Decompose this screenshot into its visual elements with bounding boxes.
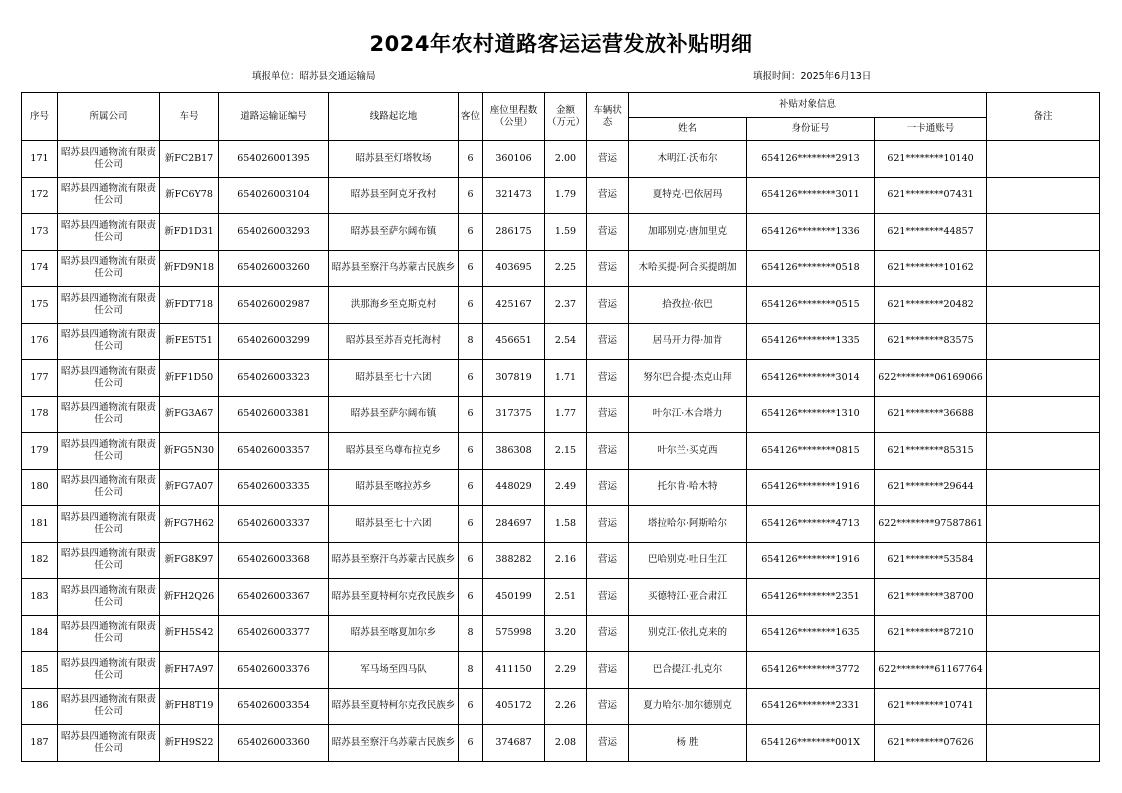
cell-plate: 新FD1D31: [160, 214, 219, 251]
cell-status: 营运: [587, 287, 629, 324]
cell-company: 昭苏县四通物流有限责任公司: [58, 396, 160, 433]
table-row: [22, 433, 1100, 470]
cell-name: 巴哈别克·吐日生江: [629, 542, 747, 579]
cell-status: 营运: [587, 469, 629, 506]
cell-seq: 180: [22, 469, 58, 506]
cell-permit: 654026003337: [219, 506, 329, 543]
cell-note: [987, 323, 1100, 360]
cell-seats: 6: [459, 250, 483, 287]
cell-plate: 新FF1D50: [160, 360, 219, 397]
cell-mileage: 284697: [483, 506, 545, 543]
cell-status: 营运: [587, 250, 629, 287]
cell-permit: 654026003260: [219, 250, 329, 287]
cell-name: 杨 胜: [629, 725, 747, 762]
cell-name: 托尔肯·哈木特: [629, 469, 747, 506]
cell-permit: 654026003299: [219, 323, 329, 360]
cell-seq: 179: [22, 433, 58, 470]
cell-status: 营运: [587, 177, 629, 214]
cell-id: 654126********0518: [747, 250, 875, 287]
cell-route: 昭苏县至察汗乌苏蒙古民族乡: [329, 725, 459, 762]
cell-status: 营运: [587, 323, 629, 360]
cell-status: 营运: [587, 433, 629, 470]
page-title: 2024年农村道路客运运营发放补贴明细: [369, 32, 753, 56]
header-seq: 序号: [22, 93, 58, 141]
cell-company: 昭苏县四通物流有限责任公司: [58, 542, 160, 579]
cell-seats: 8: [459, 323, 483, 360]
cell-status: 营运: [587, 214, 629, 251]
cell-card: 621********87210: [875, 615, 987, 652]
cell-card: 621********36688: [875, 396, 987, 433]
cell-plate: 新FDT718: [160, 287, 219, 324]
cell-amount: 2.08: [545, 725, 587, 762]
cell-status: 营运: [587, 652, 629, 689]
cell-seats: 8: [459, 615, 483, 652]
header-amount: 金额（万元）: [545, 93, 587, 141]
cell-mileage: 307819: [483, 360, 545, 397]
cell-amount: 1.79: [545, 177, 587, 214]
cell-route: 昭苏县至灯塔牧场: [329, 141, 459, 178]
cell-status: 营运: [587, 396, 629, 433]
cell-plate: 新FG7A07: [160, 469, 219, 506]
cell-seq: 175: [22, 287, 58, 324]
cell-route: 洪那海乡至克斯克村: [329, 287, 459, 324]
cell-company: 昭苏县四通物流有限责任公司: [58, 250, 160, 287]
cell-id: 654126********1336: [747, 214, 875, 251]
cell-permit: 654026003381: [219, 396, 329, 433]
cell-amount: 1.59: [545, 214, 587, 251]
cell-company: 昭苏县四通物流有限责任公司: [58, 506, 160, 543]
cell-route: 军马场至四马队: [329, 652, 459, 689]
cell-route: 昭苏县至喀拉苏乡: [329, 469, 459, 506]
cell-route: 昭苏县至夏特柯尔克孜民族乡: [329, 579, 459, 616]
cell-seats: 6: [459, 396, 483, 433]
cell-name: 别克江·依扎克来的: [629, 615, 747, 652]
header-seats: 客位: [459, 93, 483, 141]
cell-company: 昭苏县四通物流有限责任公司: [58, 141, 160, 178]
cell-note: [987, 542, 1100, 579]
cell-mileage: 388282: [483, 542, 545, 579]
cell-card: 621********83575: [875, 323, 987, 360]
cell-status: 营运: [587, 360, 629, 397]
cell-amount: 1.71: [545, 360, 587, 397]
header-card: 一卡通账号: [875, 118, 987, 141]
cell-plate: 新FH7A97: [160, 652, 219, 689]
header-subsidy-group: 补贴对象信息: [629, 93, 987, 118]
cell-route: 昭苏县至夏特柯尔克孜民族乡: [329, 688, 459, 725]
cell-card: 621********20482: [875, 287, 987, 324]
cell-id: 654126********0815: [747, 433, 875, 470]
cell-id: 654126********1310: [747, 396, 875, 433]
cell-amount: 1.58: [545, 506, 587, 543]
cell-card: 622********97587861: [875, 506, 987, 543]
cell-seats: 6: [459, 287, 483, 324]
cell-note: [987, 396, 1100, 433]
cell-note: [987, 141, 1100, 178]
cell-id: 654126********1635: [747, 615, 875, 652]
cell-company: 昭苏县四通物流有限责任公司: [58, 579, 160, 616]
cell-card: 622********61167764: [875, 652, 987, 689]
cell-route: 昭苏县至察汗乌苏蒙古民族乡: [329, 250, 459, 287]
cell-company: 昭苏县四通物流有限责任公司: [58, 725, 160, 762]
header-company: 所属公司: [58, 93, 160, 141]
cell-permit: 654026003323: [219, 360, 329, 397]
cell-name: 叶尔江·木合塔力: [629, 396, 747, 433]
cell-plate: 新FH2Q26: [160, 579, 219, 616]
cell-status: 营运: [587, 615, 629, 652]
cell-note: [987, 688, 1100, 725]
cell-company: 昭苏县四通物流有限责任公司: [58, 688, 160, 725]
cell-route: 昭苏县至萨尔阔布镇: [329, 396, 459, 433]
cell-name: 塔拉哈尔·阿斯哈尔: [629, 506, 747, 543]
cell-seats: 6: [459, 688, 483, 725]
cell-amount: 2.49: [545, 469, 587, 506]
cell-seats: 6: [459, 579, 483, 616]
cell-company: 昭苏县四通物流有限责任公司: [58, 177, 160, 214]
cell-status: 营运: [587, 579, 629, 616]
cell-card: 621********10162: [875, 250, 987, 287]
table-row: [22, 287, 1100, 324]
cell-mileage: 425167: [483, 287, 545, 324]
table-row: [22, 579, 1100, 616]
cell-note: [987, 579, 1100, 616]
cell-route: 昭苏县至七十六团: [329, 506, 459, 543]
cell-permit: 654026003293: [219, 214, 329, 251]
cell-card: 621********53584: [875, 542, 987, 579]
cell-id: 654126********2913: [747, 141, 875, 178]
cell-seats: 6: [459, 433, 483, 470]
cell-name: 木哈买提·阿合买提朗加: [629, 250, 747, 287]
cell-name: 加耶别克·唐加里克: [629, 214, 747, 251]
cell-plate: 新FE5T51: [160, 323, 219, 360]
cell-route: 昭苏县至七十六团: [329, 360, 459, 397]
cell-company: 昭苏县四通物流有限责任公司: [58, 652, 160, 689]
cell-plate: 新FH5S42: [160, 615, 219, 652]
cell-id: 654126********1916: [747, 469, 875, 506]
cell-status: 营运: [587, 725, 629, 762]
table-row: [22, 469, 1100, 506]
subsidy-table: [21, 92, 1100, 762]
table-row: [22, 542, 1100, 579]
cell-company: 昭苏县四通物流有限责任公司: [58, 323, 160, 360]
cell-seats: 6: [459, 469, 483, 506]
cell-mileage: 374687: [483, 725, 545, 762]
cell-company: 昭苏县四通物流有限责任公司: [58, 214, 160, 251]
cell-seq: 187: [22, 725, 58, 762]
cell-permit: 654026003357: [219, 433, 329, 470]
table-row: [22, 506, 1100, 543]
cell-seq: 174: [22, 250, 58, 287]
cell-mileage: 456651: [483, 323, 545, 360]
cell-permit: 654026003104: [219, 177, 329, 214]
table-row: [22, 141, 1100, 178]
cell-seats: 6: [459, 177, 483, 214]
table-row: [22, 360, 1100, 397]
cell-seq: 184: [22, 615, 58, 652]
cell-amount: 2.25: [545, 250, 587, 287]
cell-company: 昭苏县四通物流有限责任公司: [58, 469, 160, 506]
header-note: 备注: [987, 93, 1100, 141]
table-row: [22, 214, 1100, 251]
cell-seq: 183: [22, 579, 58, 616]
cell-card: 621********07431: [875, 177, 987, 214]
cell-amount: 3.20: [545, 615, 587, 652]
cell-seq: 171: [22, 141, 58, 178]
cell-card: 621********44857: [875, 214, 987, 251]
reporting-date: 填报时间：2025年6月13日: [753, 71, 872, 82]
cell-card: 621********07626: [875, 725, 987, 762]
header-id: 身份证号: [747, 118, 875, 141]
cell-permit: 654026003367: [219, 579, 329, 616]
cell-note: [987, 287, 1100, 324]
cell-name: 努尔巴合提·杰克山拜: [629, 360, 747, 397]
cell-mileage: 321473: [483, 177, 545, 214]
cell-permit: 654026002987: [219, 287, 329, 324]
cell-seq: 173: [22, 214, 58, 251]
cell-route: 昭苏县至苏吾克托海村: [329, 323, 459, 360]
table-row: [22, 250, 1100, 287]
cell-card: 621********10741: [875, 688, 987, 725]
cell-seq: 177: [22, 360, 58, 397]
cell-note: [987, 433, 1100, 470]
header-plate: 车号: [160, 93, 219, 141]
table-body: [22, 141, 1100, 762]
header-status: 车辆状态: [587, 93, 629, 141]
cell-mileage: 360106: [483, 141, 545, 178]
cell-mileage: 411150: [483, 652, 545, 689]
table-row: [22, 652, 1100, 689]
cell-company: 昭苏县四通物流有限责任公司: [58, 433, 160, 470]
cell-card: 621********10140: [875, 141, 987, 178]
cell-company: 昭苏县四通物流有限责任公司: [58, 615, 160, 652]
cell-plate: 新FH9S22: [160, 725, 219, 762]
cell-card: 621********85315: [875, 433, 987, 470]
cell-seq: 186: [22, 688, 58, 725]
cell-id: 654126********2351: [747, 579, 875, 616]
cell-seq: 178: [22, 396, 58, 433]
cell-name: 居马开力得·加肯: [629, 323, 747, 360]
cell-permit: 654026003377: [219, 615, 329, 652]
cell-seats: 6: [459, 725, 483, 762]
cell-id: 654126********4713: [747, 506, 875, 543]
table-row: [22, 177, 1100, 214]
cell-plate: 新FG5N30: [160, 433, 219, 470]
cell-seq: 181: [22, 506, 58, 543]
cell-mileage: 286175: [483, 214, 545, 251]
table-row: [22, 725, 1100, 762]
cell-plate: 新FH8T19: [160, 688, 219, 725]
cell-mileage: 403695: [483, 250, 545, 287]
cell-name: 夏力哈尔·加尔德别克: [629, 688, 747, 725]
cell-seq: 176: [22, 323, 58, 360]
cell-amount: 2.26: [545, 688, 587, 725]
cell-seats: 6: [459, 214, 483, 251]
cell-permit: 654026003360: [219, 725, 329, 762]
cell-mileage: 317375: [483, 396, 545, 433]
cell-plate: 新FG8K97: [160, 542, 219, 579]
cell-name: 木明江·沃布尔: [629, 141, 747, 178]
cell-plate: 新FD9N18: [160, 250, 219, 287]
cell-amount: 2.37: [545, 287, 587, 324]
cell-mileage: 405172: [483, 688, 545, 725]
cell-id: 654126********3772: [747, 652, 875, 689]
cell-plate: 新FG7H62: [160, 506, 219, 543]
cell-amount: 2.54: [545, 323, 587, 360]
cell-id: 654126********0515: [747, 287, 875, 324]
cell-seats: 6: [459, 360, 483, 397]
reporting-unit: 填报单位：昭苏县交通运输局: [252, 71, 376, 82]
cell-permit: 654026003354: [219, 688, 329, 725]
cell-status: 营运: [587, 688, 629, 725]
cell-amount: 2.51: [545, 579, 587, 616]
cell-route: 昭苏县至察汗乌苏蒙古民族乡: [329, 542, 459, 579]
cell-card: 621********29644: [875, 469, 987, 506]
cell-note: [987, 469, 1100, 506]
cell-id: 654126********2331: [747, 688, 875, 725]
header-name: 姓名: [629, 118, 747, 141]
cell-mileage: 450199: [483, 579, 545, 616]
cell-name: 拾孜拉·依巴: [629, 287, 747, 324]
cell-route: 昭苏县至萨尔阔布镇: [329, 214, 459, 251]
cell-route: 昭苏县至喀夏加尔乡: [329, 615, 459, 652]
cell-id: 654126********1335: [747, 323, 875, 360]
cell-mileage: 575998: [483, 615, 545, 652]
cell-name: 买德特江·亚合肃江: [629, 579, 747, 616]
cell-plate: 新FC6Y78: [160, 177, 219, 214]
cell-permit: 654026003376: [219, 652, 329, 689]
cell-status: 营运: [587, 506, 629, 543]
cell-route: 昭苏县至阿克牙孜村: [329, 177, 459, 214]
table-row: [22, 615, 1100, 652]
header-mileage: 座位里程数（公里）: [483, 93, 545, 141]
cell-amount: 2.29: [545, 652, 587, 689]
cell-note: [987, 615, 1100, 652]
cell-id: 654126********1916: [747, 542, 875, 579]
cell-id: 654126********001X: [747, 725, 875, 762]
cell-plate: 新FG3A67: [160, 396, 219, 433]
cell-permit: 654026003335: [219, 469, 329, 506]
cell-status: 营运: [587, 542, 629, 579]
cell-seq: 185: [22, 652, 58, 689]
cell-name: 夏特克·巴依居玛: [629, 177, 747, 214]
cell-company: 昭苏县四通物流有限责任公司: [58, 360, 160, 397]
cell-card: 622********06169066: [875, 360, 987, 397]
cell-note: [987, 725, 1100, 762]
cell-seats: 6: [459, 141, 483, 178]
cell-amount: 2.16: [545, 542, 587, 579]
cell-name: 巴合提江·扎克尔: [629, 652, 747, 689]
cell-note: [987, 360, 1100, 397]
header-permit: 道路运输证编号: [219, 93, 329, 141]
cell-seats: 6: [459, 542, 483, 579]
cell-permit: 654026003368: [219, 542, 329, 579]
cell-seq: 172: [22, 177, 58, 214]
cell-seats: 8: [459, 652, 483, 689]
cell-note: [987, 652, 1100, 689]
cell-seq: 182: [22, 542, 58, 579]
cell-note: [987, 250, 1100, 287]
cell-id: 654126********3014: [747, 360, 875, 397]
header-route: 线路起讫地: [329, 93, 459, 141]
cell-plate: 新FC2B17: [160, 141, 219, 178]
cell-name: 叶尔兰·买克西: [629, 433, 747, 470]
cell-company: 昭苏县四通物流有限责任公司: [58, 287, 160, 324]
cell-permit: 654026001395: [219, 141, 329, 178]
cell-note: [987, 506, 1100, 543]
cell-status: 营运: [587, 141, 629, 178]
cell-amount: 1.77: [545, 396, 587, 433]
table-row: [22, 688, 1100, 725]
cell-route: 昭苏县至乌尊布拉克乡: [329, 433, 459, 470]
cell-id: 654126********3011: [747, 177, 875, 214]
cell-seats: 6: [459, 506, 483, 543]
table-row: [22, 396, 1100, 433]
cell-note: [987, 214, 1100, 251]
cell-amount: 2.15: [545, 433, 587, 470]
table-row: [22, 323, 1100, 360]
cell-amount: 2.00: [545, 141, 587, 178]
cell-mileage: 448029: [483, 469, 545, 506]
cell-card: 621********38700: [875, 579, 987, 616]
cell-note: [987, 177, 1100, 214]
cell-mileage: 386308: [483, 433, 545, 470]
